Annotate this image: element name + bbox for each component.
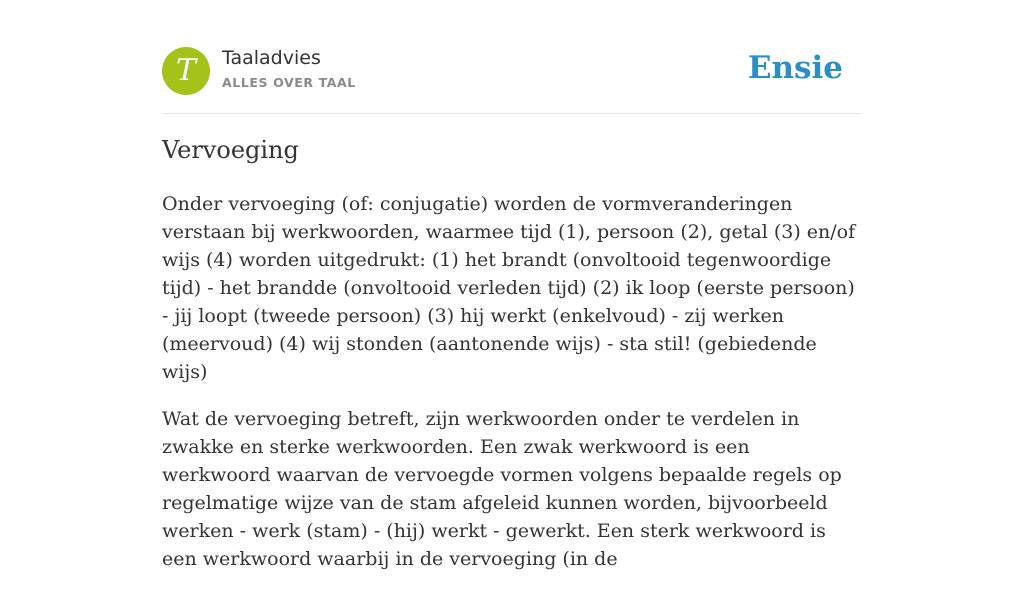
article-paragraph: Onder vervoeging (of: conjugatie) worden de vormveranderingen verstaan bij werkwoorden, waarmee tijd (1), persoon (2), getal (3) en/of wijs (4) worden uitgedrukt: (1) het brandt (onvoltooid tegenwoordige tijd) - het brandde (onvoltooid verleden tijd) (2) ik loop (eerste persoon) - jij loopt (tweede persoon) (3) hij werkt (enkelvoud) - zij werken (meervoud) (4) wij stonden (aantonende wijs) - sta stil! (gebiedende wijs) — [162, 193, 856, 383]
article-body — [162, 190, 862, 592]
source-subtitle: ALLES OVER TAAL — [222, 75, 356, 90]
source-name-link[interactable]: Taaladvies — [222, 47, 321, 69]
brand-logo[interactable]: Ensie — [747, 50, 843, 86]
header-divider — [162, 113, 862, 114]
article-paragraph: Wat de vervoeging betreft, zijn werkwoorden onder te verdelen in zwakke en sterke werkwoorden. Een zwak werkwoord is een werkwoord waarvan de vervoegde vormen volgens bepaalde regels op regelmatige wijze van de stam afgeleid kunnen worden, bijvoorbeeld werken - werk (stam) - (hij) werkt - gewerkt. Een sterk werkwoord is een werkwoord waarbij in de vervoeging (in de — [162, 408, 842, 570]
page-title: Vervoeging — [162, 136, 299, 164]
source-avatar[interactable]: T — [162, 47, 210, 95]
source-header — [162, 46, 862, 96]
